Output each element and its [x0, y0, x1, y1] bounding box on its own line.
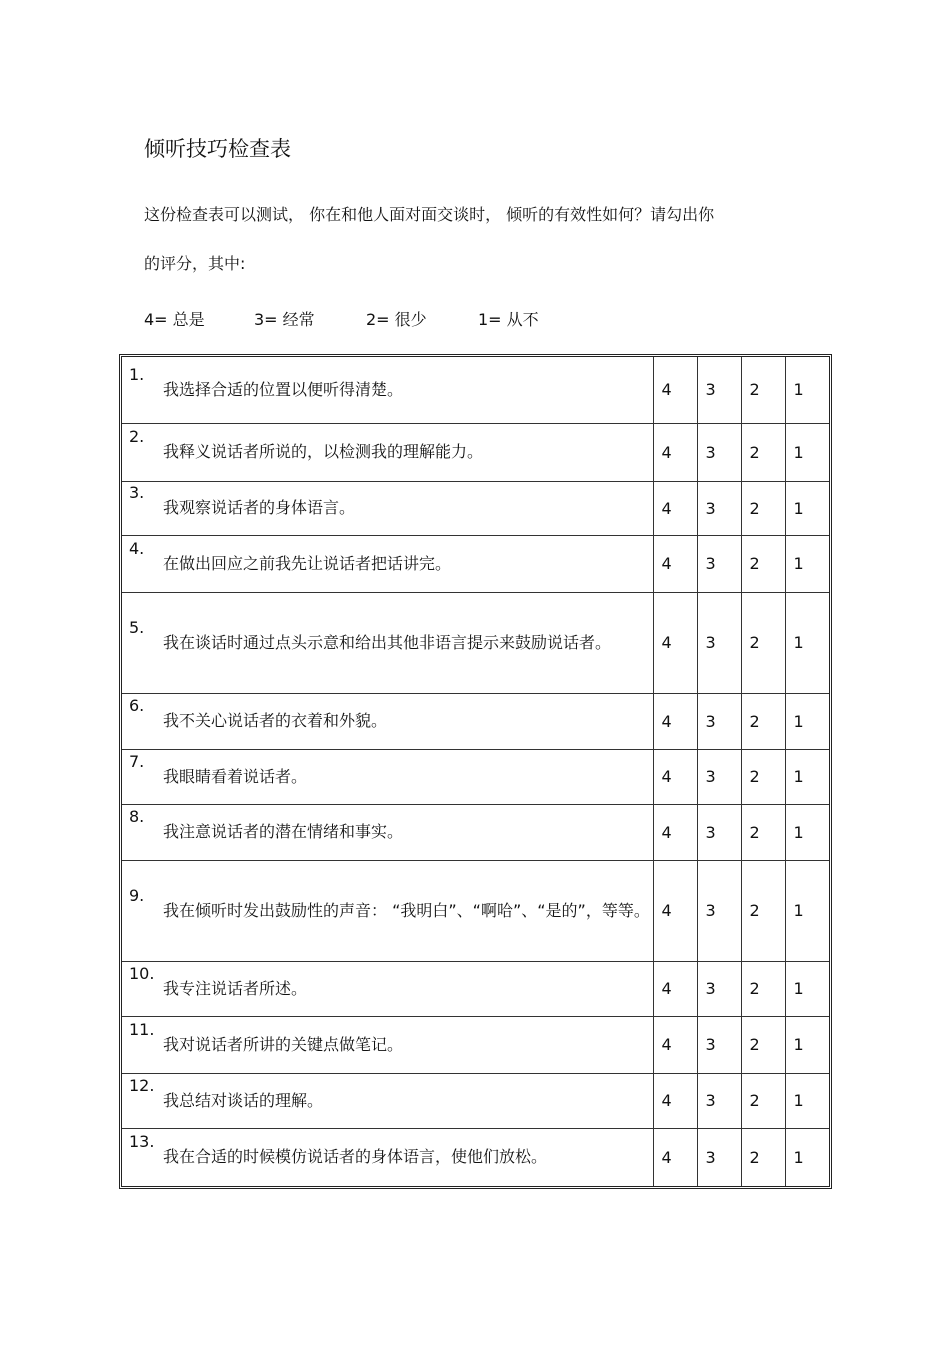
rating-option-2[interactable]: 2 [741, 749, 785, 804]
table-row [122, 860, 829, 961]
question-text: 我在倾听时发出鼓励性的声音： “我明白”、“啊哈”、“是的”，等等。 [163, 900, 650, 920]
question-cell [122, 423, 653, 481]
rating-option-1[interactable]: 1 [785, 357, 829, 423]
rating-option-3[interactable]: 3 [697, 1073, 741, 1128]
question-number: 1. [129, 364, 145, 384]
question-cell [122, 1073, 653, 1128]
rating-option-3[interactable]: 3 [697, 961, 741, 1016]
question-text: 我在合适的时候模仿说话者的身体语言，使他们放松。 [163, 1147, 548, 1167]
question-cell [122, 749, 653, 804]
rating-option-4[interactable]: 4 [653, 1128, 697, 1186]
rating-option-4[interactable]: 4 [653, 749, 697, 804]
question-number: 7. [129, 751, 145, 771]
table-row [122, 961, 829, 1016]
table-row [122, 535, 829, 592]
question-number: 8. [129, 807, 145, 826]
intro-line-2: 的评分，其中: [144, 254, 246, 273]
intro-paragraph [144, 190, 804, 288]
rating-option-1[interactable]: 1 [785, 804, 829, 860]
rating-option-1[interactable]: 1 [785, 592, 829, 693]
rating-option-1[interactable]: 1 [785, 1128, 829, 1186]
question-cell [122, 535, 653, 592]
rating-option-4[interactable]: 4 [653, 592, 697, 693]
rating-option-4[interactable]: 4 [653, 1016, 697, 1073]
rating-option-3[interactable]: 3 [697, 749, 741, 804]
question-text: 我在谈话时通过点头示意和给出其他非语言提示来鼓励说话者。 [163, 632, 612, 652]
rating-option-1[interactable]: 1 [785, 481, 829, 535]
rating-option-2[interactable]: 2 [741, 1073, 785, 1128]
question-text: 我释义说话者所说的，以检测我的理解能力。 [163, 442, 484, 461]
rating-option-1[interactable]: 1 [785, 535, 829, 592]
table-row [122, 423, 829, 481]
rating-option-2[interactable]: 2 [741, 535, 785, 592]
question-number: 3. [129, 483, 145, 502]
rating-option-1[interactable]: 1 [785, 1016, 829, 1073]
table-row [122, 804, 829, 860]
question-number: 4. [129, 538, 145, 558]
question-text: 我对说话者所讲的关键点做笔记。 [163, 1034, 404, 1054]
question-cell [122, 693, 653, 749]
rating-option-3[interactable]: 3 [697, 481, 741, 535]
question-cell [122, 804, 653, 860]
rating-option-2[interactable]: 2 [741, 693, 785, 749]
question-text: 我不关心说话者的衣着和外貌。 [163, 711, 388, 730]
rating-option-2[interactable]: 2 [741, 481, 785, 535]
question-text: 我观察说话者的身体语言。 [163, 498, 356, 517]
question-number: 6. [129, 696, 145, 715]
question-number: 9. [129, 885, 145, 905]
question-cell [122, 860, 653, 961]
table-row [122, 592, 829, 693]
rating-option-1[interactable]: 1 [785, 423, 829, 481]
rating-option-4[interactable]: 4 [653, 357, 697, 423]
table-row [122, 749, 829, 804]
scale-often: 3= 经常 [254, 310, 315, 329]
table-row [122, 357, 829, 423]
rating-option-2[interactable]: 2 [741, 592, 785, 693]
table-row [122, 1016, 829, 1073]
question-text: 我注意说话者的潜在情绪和事实。 [163, 822, 404, 841]
rating-option-1[interactable]: 1 [785, 860, 829, 961]
question-cell [122, 481, 653, 535]
rating-option-2[interactable]: 2 [741, 423, 785, 481]
rating-option-2[interactable]: 2 [741, 860, 785, 961]
rating-option-4[interactable]: 4 [653, 423, 697, 481]
rating-option-2[interactable]: 2 [741, 1128, 785, 1186]
scale-always: 4= 总是 [144, 310, 205, 329]
question-number: 5. [129, 617, 145, 637]
rating-option-3[interactable]: 3 [697, 860, 741, 961]
rating-option-4[interactable]: 4 [653, 804, 697, 860]
rating-scale-legend [144, 307, 539, 330]
rating-option-4[interactable]: 4 [653, 481, 697, 535]
question-text: 我选择合适的位置以便听得清楚。 [163, 379, 404, 399]
page-title: 倾听技巧检查表 [144, 137, 291, 161]
table-row [122, 1073, 829, 1128]
rating-option-1[interactable]: 1 [785, 749, 829, 804]
question-cell [122, 1016, 653, 1073]
question-number: 12. [129, 1075, 155, 1095]
question-number: 2. [129, 427, 145, 446]
checklist-table [119, 354, 832, 1189]
question-cell [122, 357, 653, 423]
rating-option-1[interactable]: 1 [785, 1073, 829, 1128]
question-text: 我总结对谈话的理解。 [163, 1090, 324, 1110]
question-cell [122, 961, 653, 1016]
question-text: 我专注说话者所述。 [163, 978, 308, 998]
intro-line-1: 这份检查表可以测试， 你在和他人面对面交谈时， 倾听的有效性如何？请勾出你 [144, 205, 715, 224]
rating-option-3[interactable]: 3 [697, 1016, 741, 1073]
rating-option-3[interactable]: 3 [697, 357, 741, 423]
rating-option-4[interactable]: 4 [653, 961, 697, 1016]
rating-option-4[interactable]: 4 [653, 535, 697, 592]
table-row [122, 481, 829, 535]
question-number: 13. [129, 1132, 155, 1152]
rating-option-1[interactable]: 1 [785, 693, 829, 749]
table-row [122, 693, 829, 749]
table-row [122, 1128, 829, 1186]
rating-option-2[interactable]: 2 [741, 357, 785, 423]
rating-option-1[interactable]: 1 [785, 961, 829, 1016]
rating-option-4[interactable]: 4 [653, 1073, 697, 1128]
question-text: 我眼睛看着说话者。 [163, 766, 308, 786]
scale-rarely: 2= 很少 [366, 310, 427, 329]
rating-option-2[interactable]: 2 [741, 961, 785, 1016]
question-text: 在做出回应之前我先让说话者把话讲完。 [163, 553, 452, 573]
rating-option-3[interactable]: 3 [697, 592, 741, 693]
rating-option-2[interactable]: 2 [741, 804, 785, 860]
rating-option-3[interactable]: 3 [697, 693, 741, 749]
question-cell [122, 592, 653, 693]
rating-option-3[interactable]: 3 [697, 804, 741, 860]
rating-option-4[interactable]: 4 [653, 860, 697, 961]
rating-option-3[interactable]: 3 [697, 1128, 741, 1186]
question-number: 10. [129, 963, 155, 983]
rating-option-2[interactable]: 2 [741, 1016, 785, 1073]
rating-option-3[interactable]: 3 [697, 423, 741, 481]
question-number: 11. [129, 1019, 155, 1039]
rating-option-3[interactable]: 3 [697, 535, 741, 592]
question-cell [122, 1128, 653, 1186]
scale-never: 1= 从不 [478, 310, 539, 329]
rating-option-4[interactable]: 4 [653, 693, 697, 749]
